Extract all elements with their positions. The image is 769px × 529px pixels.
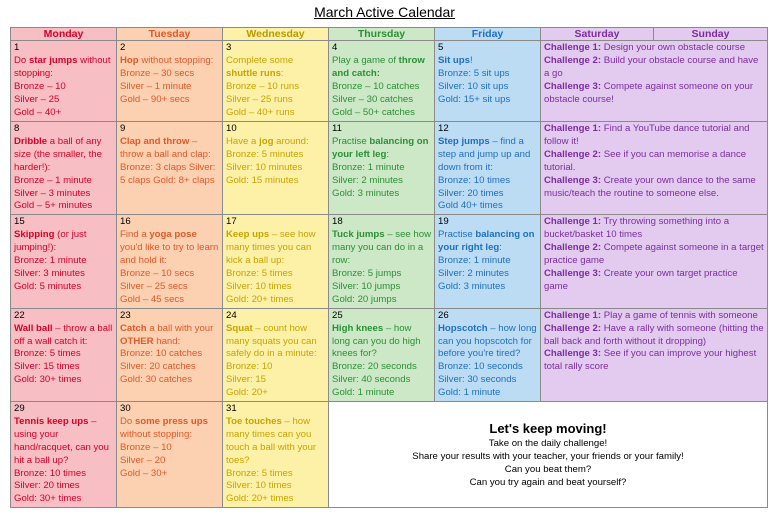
level-target: Bronze: 10 seconds [438, 361, 523, 373]
activity-emphasis: OTHER [120, 335, 154, 347]
activity-name: High knees [332, 322, 384, 334]
level-target: Silver – 25 [14, 93, 60, 105]
day-number: 24 [226, 309, 237, 321]
activity-text [120, 416, 208, 440]
activity-intro: Play a game of [332, 54, 399, 66]
activity-name: Dribble [14, 135, 48, 147]
activity-detail: you'd like to try to learn and hold it: [120, 242, 219, 267]
day-number: 1 [14, 42, 20, 53]
level-target: Bronze: 5 times [226, 467, 293, 479]
activity-text [438, 136, 530, 173]
level-target: Gold – 50+ catches [332, 106, 415, 118]
activity-text [120, 55, 213, 66]
challenge-label: Challenge 2: [544, 242, 602, 254]
activity-name: Clap and throw [120, 135, 190, 147]
activity-text [226, 55, 293, 79]
activity-detail: : [386, 148, 390, 160]
level-target: Silver: 40 seconds [332, 374, 411, 386]
day-cell [117, 122, 223, 215]
day-cell [329, 308, 435, 401]
day-number: 23 [120, 309, 131, 321]
challenge-label: Challenge 1: [544, 42, 602, 53]
level-target: Bronze: 5 times [226, 267, 293, 279]
challenge-text: Design your own obstacle course [601, 42, 746, 53]
day-number: 31 [226, 403, 237, 415]
activity-detail: : [280, 67, 284, 79]
activity-detail: – count how many squats you can safely do in a minute: [226, 322, 317, 360]
activity-text [14, 136, 102, 173]
challenge-text: Compete against someone in a target practice game [544, 242, 764, 267]
level-target: Gold – 45 secs [120, 293, 184, 305]
level-target: Silver: 20 times [438, 187, 504, 199]
activity-name: Skipping [14, 229, 55, 241]
level-target: Gold – 90+ secs [120, 93, 190, 105]
level-target: Bronze – 10 [14, 80, 66, 92]
challenge-text: Play a game of tennis with someone [601, 309, 758, 321]
challenge-item [544, 123, 764, 149]
day-cell [117, 308, 223, 401]
day-number: 18 [332, 216, 343, 228]
day-cell [329, 41, 435, 122]
activity-detail: – throw a ball off a wall catch it: [14, 322, 113, 347]
challenge-item [544, 348, 764, 374]
activity-name: Catch [120, 322, 147, 334]
activity-text [226, 229, 316, 266]
activity-detail: without stopping: [138, 54, 214, 66]
day-cell [11, 215, 117, 308]
level-target: Gold: 30+ times [14, 493, 82, 505]
day-number: 9 [120, 123, 126, 134]
activity-text [438, 55, 473, 66]
activity-name: balancing on your left leg [332, 135, 429, 160]
day-cell [223, 41, 329, 122]
level-target: Silver – 1 minute [120, 80, 192, 92]
motivation-line: Take on the daily challenge! [488, 438, 608, 450]
level-target: Silver: 10 times [226, 480, 292, 492]
calendar-table [10, 27, 768, 508]
challenge-label: Challenge 3: [544, 348, 602, 360]
level-target: Gold 40+ times [438, 200, 503, 212]
day-number: 3 [226, 42, 232, 53]
motivation-line: Can you try again and beat yourself? [469, 477, 627, 489]
day-number: 4 [332, 42, 338, 53]
level-target: Silver: 10 times [226, 280, 292, 292]
weekend-challenges [541, 41, 768, 122]
challenge-item [544, 81, 764, 107]
activity-text [226, 136, 309, 147]
level-target: Silver – 30 catches [332, 93, 414, 105]
level-target: Gold: 20+ times [226, 293, 294, 305]
challenge-text: See if you can memorise a dance tutorial. [544, 148, 747, 173]
activity-name: balancing on your right leg [438, 229, 535, 254]
level-target: Bronze: 20 seconds [332, 361, 417, 373]
challenge-item [544, 268, 764, 294]
week-row [11, 402, 768, 508]
activity-detail: hand: [153, 335, 181, 347]
week-row [11, 308, 768, 401]
activity-detail: around: [273, 135, 309, 147]
level-target: Gold – 5+ minutes [14, 200, 93, 212]
activity-name: star jumps [28, 54, 78, 66]
challenge-item [544, 149, 764, 175]
day-cell [223, 402, 329, 508]
level-target: Gold: 5 minutes [14, 280, 82, 292]
day-cell [435, 215, 541, 308]
day-cell [117, 402, 223, 508]
challenge-item [544, 42, 764, 55]
level-target: Bronze – 30 secs [120, 67, 195, 79]
day-cell [435, 41, 541, 122]
activity-detail: – see how many you can do in a row: [332, 229, 432, 267]
day-cell [11, 308, 117, 401]
level-target: Bronze: 5 jumps [332, 267, 402, 279]
level-target: Bronze: 10 catches [120, 348, 203, 360]
activity-name: shuttle runs [226, 67, 281, 79]
activity-name: Toe touches [226, 415, 282, 427]
activity-name: some press ups [134, 415, 208, 427]
day-header-row [11, 28, 768, 41]
day-number: 2 [120, 42, 126, 53]
level-target: Bronze – 10 [120, 441, 172, 453]
week-row [11, 41, 768, 122]
activity-detail: – using your hand/racquet, can you hit a ball up? [14, 415, 109, 466]
day-header-wednesday: Wednesday [223, 28, 329, 41]
day-number: 11 [332, 123, 342, 134]
day-cell [435, 308, 541, 401]
level-target: Gold – 40+ [14, 106, 62, 118]
day-number: 8 [14, 123, 20, 134]
activity-detail: (or just jumping!): [14, 229, 87, 254]
level-target: Bronze: 1 minute [332, 161, 405, 173]
activity-name: throw and catch: [332, 54, 425, 79]
activity-text [332, 229, 431, 266]
level-target: Bronze: 5 sit ups [438, 67, 510, 79]
level-target: Silver: 2 minutes [332, 174, 403, 186]
activity-name: Tennis keep ups [14, 415, 89, 427]
activity-text [226, 323, 317, 360]
day-cell [435, 122, 541, 215]
day-number: 25 [332, 309, 343, 321]
day-header-friday: Friday [435, 28, 541, 41]
activity-text [332, 323, 421, 360]
day-number: 12 [438, 123, 449, 134]
weekend-challenges [541, 308, 768, 401]
level-target: Silver – 20 [120, 454, 166, 466]
level-target: Bronze: 5 times [14, 348, 81, 360]
activity-name: Wall ball [14, 322, 53, 334]
challenge-label: Challenge 1: [544, 309, 602, 321]
challenge-label: Challenge 1: [544, 216, 602, 228]
challenge-text: Have a rally with someone (hitting the ball back and forth without it dropping) [544, 322, 764, 347]
activity-text [14, 229, 87, 253]
day-number: 29 [14, 403, 25, 415]
motivation-line: Share your results with your teacher, your friends or your family! [412, 451, 684, 463]
level-target: Silver – 3 minutes [14, 187, 91, 199]
activity-intro: Do [120, 415, 135, 427]
activity-name: Keep ups [226, 229, 270, 241]
activity-detail: a ball of any size (the smaller, the harder!): [14, 135, 102, 173]
activity-intro: Practise [332, 135, 370, 147]
activity-intro: Practise [438, 229, 476, 241]
page-title: March Active Calendar [314, 4, 455, 20]
activity-name: Step jumps [438, 135, 490, 147]
level-target: Silver: 10 sit ups [438, 80, 509, 92]
day-number: 19 [438, 216, 449, 228]
level-target: Silver: 20 times [14, 480, 80, 492]
activity-detail: – how many times can you touch a ball with your toes? [226, 415, 317, 466]
activity-text [14, 55, 111, 79]
activity-intro: Have a [226, 135, 260, 147]
challenge-label: Challenge 3: [544, 80, 602, 92]
challenge-text: Create your own target practice game [544, 267, 738, 292]
day-number: 16 [120, 216, 131, 228]
level-target: Silver – 25 runs [226, 93, 293, 105]
day-header-saturday: Saturday [541, 28, 654, 41]
activity-text [120, 229, 218, 266]
activity-detail: : [499, 242, 502, 254]
activity-name: Tuck jumps [332, 229, 385, 241]
challenge-text: Compete against someone on your obstacle course! [544, 80, 754, 105]
challenge-text: See if you can improve your highest total rally score [544, 348, 757, 373]
activity-name: Hopscotch [438, 322, 488, 334]
activity-detail: – how long can you do high knees for? [332, 322, 421, 360]
level-target: Silver: 3 minutes [14, 267, 85, 279]
day-cell [11, 41, 117, 122]
activity-intro: Complete some [226, 54, 294, 66]
day-cell [117, 41, 223, 122]
level-target: Gold: 3 minutes [332, 187, 400, 199]
level-target: Gold: 30+ times [14, 374, 82, 386]
challenge-item [544, 175, 764, 201]
challenge-label: Challenge 2: [544, 148, 602, 160]
level-target: Gold: 1 minute [438, 387, 501, 399]
activity-detail: – throw a ball and clap: Bronze: 3 claps Silver: 5 claps Gold: 8+ claps [120, 135, 216, 186]
day-number: 10 [226, 123, 237, 134]
day-cell [329, 122, 435, 215]
activity-text [332, 136, 429, 160]
activity-text [332, 55, 425, 79]
level-target: Bronze: 10 [226, 361, 273, 373]
day-number: 22 [14, 309, 25, 321]
day-cell [11, 402, 117, 508]
day-number: 15 [14, 216, 25, 228]
weekend-challenges [541, 215, 768, 308]
level-target: Gold: 1 minute [332, 387, 395, 399]
week-row [11, 215, 768, 308]
weekend-challenges [541, 122, 768, 215]
motivation-heading: Let's keep moving! [489, 421, 607, 437]
day-cell [223, 215, 329, 308]
activity-detail: without stopping: [120, 428, 192, 440]
level-target: Silver: 30 seconds [438, 374, 517, 386]
activity-text [120, 323, 213, 347]
activity-text [226, 416, 316, 466]
day-cell [223, 308, 329, 401]
level-target: Bronze: 10 times [14, 467, 86, 479]
activity-name: yoga pose [149, 229, 197, 241]
level-target: Bronze – 10 catches [332, 80, 420, 92]
day-number: 30 [120, 403, 131, 415]
level-target: Silver: 10 minutes [226, 161, 303, 173]
day-header-monday: Monday [11, 28, 117, 41]
challenge-text: Build your obstacle course and have a go [544, 54, 759, 79]
level-target: Bronze – 1 minute [14, 174, 92, 186]
level-target: Gold: 15 minutes [226, 174, 299, 186]
challenge-item [544, 216, 764, 242]
week-row [11, 122, 768, 215]
activity-text [120, 136, 215, 186]
activity-text [14, 416, 109, 466]
level-target: Silver – 25 secs [120, 280, 188, 292]
activity-name: Sit ups [438, 54, 470, 66]
level-target: Bronze – 10 runs [226, 80, 300, 92]
level-target: Silver: 15 [226, 374, 266, 386]
day-cell [117, 215, 223, 308]
activity-intro: Do [14, 54, 29, 66]
activity-text [438, 229, 535, 253]
level-target: Gold: 15+ sit ups [438, 93, 511, 105]
activity-name: Hop [120, 54, 139, 66]
activity-detail: – how long can you hopscotch for before you're tired? [438, 322, 537, 360]
activity-detail: – see how many times you can kick a ball up: [226, 229, 316, 267]
day-cell [329, 215, 435, 308]
level-target: Gold: 3 minutes [438, 280, 506, 292]
day-cell [223, 122, 329, 215]
day-header-tuesday: Tuesday [117, 28, 223, 41]
day-header-thursday: Thursday [329, 28, 435, 41]
activity-detail: a ball with your [146, 322, 214, 334]
day-number: 17 [226, 216, 237, 228]
challenge-item [544, 310, 764, 323]
challenge-item [544, 323, 764, 349]
level-target: Silver: 2 minutes [438, 267, 509, 279]
level-target: Bronze: 5 minutes [226, 148, 304, 160]
level-target: Gold: 20+ [226, 387, 268, 399]
challenge-item [544, 242, 764, 268]
challenge-label: Challenge 3: [544, 174, 602, 186]
challenge-label: Challenge 2: [544, 322, 602, 334]
level-target: Silver: 20 catches [120, 361, 196, 373]
day-cell [11, 122, 117, 215]
challenge-label: Challenge 1: [544, 123, 602, 134]
level-target: Gold – 30+ [120, 467, 168, 479]
level-target: Gold: 20+ times [226, 493, 294, 505]
activity-detail: without stopping: [14, 54, 111, 79]
level-target: Gold: 30 catches [120, 374, 192, 386]
day-header-sunday: Sunday [654, 28, 768, 41]
challenge-item [544, 55, 764, 81]
activity-text [14, 323, 112, 347]
level-target: Silver: 10 jumps [332, 280, 401, 292]
activity-text [438, 323, 537, 360]
activity-name: Squat [226, 322, 253, 334]
level-target: Bronze: 1 minute [438, 255, 511, 267]
activity-intro: Find a [120, 229, 150, 241]
activity-detail: – find a step and jump up and down from it: [438, 135, 531, 173]
day-number: 5 [438, 42, 444, 53]
motivation-panel [329, 402, 768, 508]
level-target: Bronze: 10 times [438, 174, 510, 186]
challenge-text: Find a YouTube dance tutorial and follow it! [544, 123, 750, 147]
level-target: Gold: 20 jumps [332, 293, 397, 305]
activity-name: jog [259, 135, 274, 147]
level-target: Gold – 40+ runs [226, 106, 295, 118]
level-target: Bronze: 1 minute [14, 255, 87, 267]
day-number: 26 [438, 309, 449, 321]
challenge-text: Try throwing something into a bucket/basket 10 times [544, 216, 730, 241]
level-target: Silver: 15 times [14, 361, 80, 373]
challenge-text: Create your own dance to the same music/teach the routine to someone else. [544, 174, 756, 199]
motivation-line: Can you beat them? [504, 464, 592, 476]
activity-detail: ! [469, 54, 473, 66]
challenge-label: Challenge 3: [544, 267, 602, 279]
level-target: Bronze – 10 secs [120, 267, 195, 279]
challenge-label: Challenge 2: [544, 54, 602, 66]
